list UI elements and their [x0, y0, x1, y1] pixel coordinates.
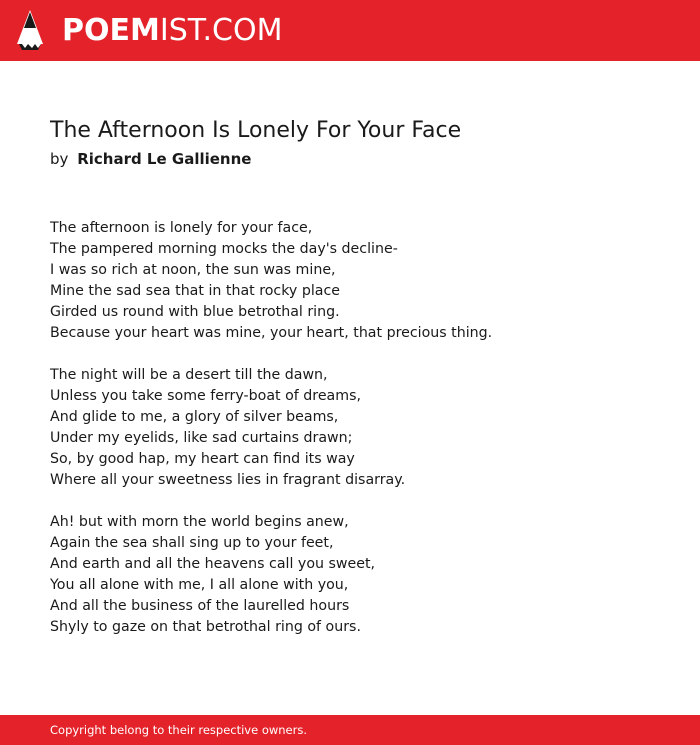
poem-author: Richard Le Gallienne: [77, 150, 252, 168]
poem-line: Ah! but with morn the world begins anew,: [50, 514, 349, 530]
poem-line: Shyly to gaze on that betrothal ring of ours.: [50, 619, 361, 635]
poem-title: The Afternoon Is Lonely For Your Face: [50, 118, 462, 143]
poem-line: And glide to me, a glory of silver beams,: [50, 409, 339, 425]
poem-line: The pampered morning mocks the day's decline-: [50, 241, 398, 257]
poem-line: Unless you take some ferry-boat of dreams,: [50, 388, 361, 404]
copyright-text: Copyright belong to their respective owners.: [50, 723, 308, 737]
site-logo[interactable]: [62, 11, 282, 51]
poem-byline: [50, 148, 251, 170]
poem-line: The afternoon is lonely for your face,: [50, 220, 313, 236]
logo-text-light: IST.COM: [159, 13, 283, 48]
poem-line: And all the business of the laurelled hours: [50, 598, 350, 614]
logo-text-bold: POEM: [62, 13, 160, 48]
poem-line: The night will be a desert till the dawn,: [50, 367, 328, 383]
poem-line: Where all your sweetness lies in fragrant disarray.: [50, 472, 406, 488]
stanza: [50, 365, 670, 491]
by-label: by: [50, 150, 69, 168]
poem-line: Mine the sad sea that in that rocky place: [50, 283, 341, 299]
poem-line: Under my eyelids, like sad curtains drawn;: [50, 430, 353, 446]
poem-line: So, by good hap, my heart can find its way: [50, 451, 355, 467]
poem-line: I was so rich at noon, the sun was mine,: [50, 262, 336, 278]
site-footer: [0, 715, 700, 745]
pencil-logo-icon[interactable]: [17, 10, 43, 50]
poem-line: Girded us round with blue betrothal ring.: [50, 304, 340, 320]
poem-body: [50, 218, 670, 659]
stanza: [50, 512, 670, 638]
poem-line: You all alone with me, I all alone with you,: [50, 577, 349, 593]
poem-line: And earth and all the heavens call you sweet,: [50, 556, 376, 572]
poem-line: Again the sea shall sing up to your feet,: [50, 535, 334, 551]
site-header: [0, 0, 700, 61]
stanza: [50, 218, 670, 344]
poem-line: Because your heart was mine, your heart, that precious thing.: [50, 325, 493, 341]
